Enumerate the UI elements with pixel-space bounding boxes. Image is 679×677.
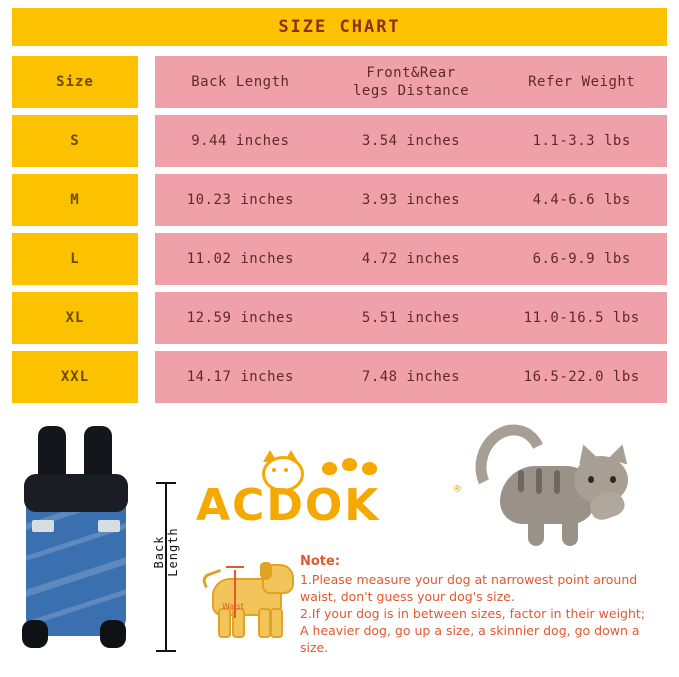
column-gap (138, 56, 155, 108)
cell-back-length: 14.17 inches (186, 369, 294, 385)
dog-diagram (200, 556, 298, 652)
buckle-left (32, 520, 54, 532)
row-size: S (12, 115, 138, 167)
paw-prints-icon (322, 456, 392, 480)
note-title: Note: (300, 554, 341, 569)
table-row (12, 292, 667, 344)
leg-opening-left (22, 620, 48, 648)
leg-opening-right (100, 620, 126, 648)
row-values (155, 292, 667, 344)
kitten-stripe (536, 468, 542, 494)
cat-eye-left (272, 468, 276, 472)
note-line-4: A heavier dog, go up a size, a skinnier dog, go down a size. (300, 623, 640, 655)
cell-refer-weight: 4.4-6.6 lbs (532, 192, 631, 208)
row-values (155, 233, 667, 285)
cell-legs-distance: 5.51 inches (361, 310, 461, 326)
measure-cap-bottom (156, 650, 176, 652)
header-legs-distance (326, 64, 497, 100)
brand-name: ACDOK (196, 480, 381, 531)
waist-label: Waist (222, 602, 244, 611)
brand-logo (196, 454, 476, 534)
row-values (155, 115, 667, 167)
product-photo (14, 424, 138, 667)
kitten-stripe (518, 470, 524, 492)
waist-arrow-icon (226, 566, 244, 568)
column-gap (138, 174, 155, 226)
table-row (12, 351, 667, 403)
page-title-bar (12, 8, 667, 46)
header-legs-distance-line2: legs Distance (352, 83, 470, 99)
row-size: L (12, 233, 138, 285)
note-line-1: 1.Please measure your dog at narrowest point around (300, 572, 638, 587)
cell-back-length: 12.59 inches (186, 310, 294, 326)
row-values (155, 351, 667, 403)
cell-refer-weight: 16.5-22.0 lbs (523, 369, 640, 385)
kitten-stripe (554, 470, 560, 494)
header-legs-distance-line1: Front&Rear (366, 65, 456, 81)
size-chart-table (12, 56, 667, 410)
dog-leg (218, 608, 231, 638)
header-cells (155, 56, 667, 108)
cell-back-length: 10.23 inches (186, 192, 294, 208)
dog-ear (260, 562, 272, 580)
denim-texture (26, 552, 126, 599)
bottom-section (0, 414, 679, 677)
kitten-hind-leg (528, 514, 544, 546)
header-refer-weight: Refer Weight (528, 74, 636, 90)
cell-legs-distance: 4.72 inches (361, 251, 461, 267)
back-length-label: Back Length (152, 527, 180, 577)
registered-trademark-icon: ® (454, 482, 461, 495)
paw-icon (322, 462, 337, 475)
back-length-measure (148, 482, 184, 652)
note-line-2: waist, don't guess your dog's size. (300, 589, 515, 604)
cell-legs-distance: 3.54 inches (361, 133, 461, 149)
kitten-eye-right (610, 476, 616, 483)
kitten-photo (470, 414, 670, 564)
cat-eye-right (284, 468, 288, 472)
column-gap (138, 351, 155, 403)
page-title: SIZE CHART (278, 17, 401, 37)
row-size: M (12, 174, 138, 226)
cell-legs-distance: 7.48 inches (361, 369, 461, 385)
paw-icon (342, 458, 357, 471)
column-gap (138, 292, 155, 344)
header-size: Size (12, 56, 138, 108)
table-header-row (12, 56, 667, 108)
dog-leg (270, 608, 283, 638)
paw-icon (362, 462, 377, 475)
column-gap (138, 233, 155, 285)
kitten-front-leg (562, 512, 578, 546)
cell-back-length: 11.02 inches (186, 251, 294, 267)
row-values (155, 174, 667, 226)
row-size: XXL (12, 351, 138, 403)
buckle-right (98, 520, 120, 532)
kitten-eye-left (588, 476, 594, 483)
table-row (12, 233, 667, 285)
measure-cap-top (156, 482, 176, 484)
table-row (12, 174, 667, 226)
row-size: XL (12, 292, 138, 344)
cell-refer-weight: 6.6-9.9 lbs (532, 251, 631, 267)
note-block (300, 554, 668, 656)
carrier-chest-panel (24, 474, 128, 512)
note-line-3: 2.If your dog is in between sizes, factor in their weight; (300, 606, 646, 621)
table-row (12, 115, 667, 167)
column-gap (138, 115, 155, 167)
header-back-length: Back Length (191, 74, 290, 90)
cell-refer-weight: 11.0-16.5 lbs (523, 310, 640, 326)
cell-back-length: 9.44 inches (191, 133, 290, 149)
cell-refer-weight: 1.1-3.3 lbs (532, 133, 631, 149)
cell-legs-distance: 3.93 inches (361, 192, 461, 208)
